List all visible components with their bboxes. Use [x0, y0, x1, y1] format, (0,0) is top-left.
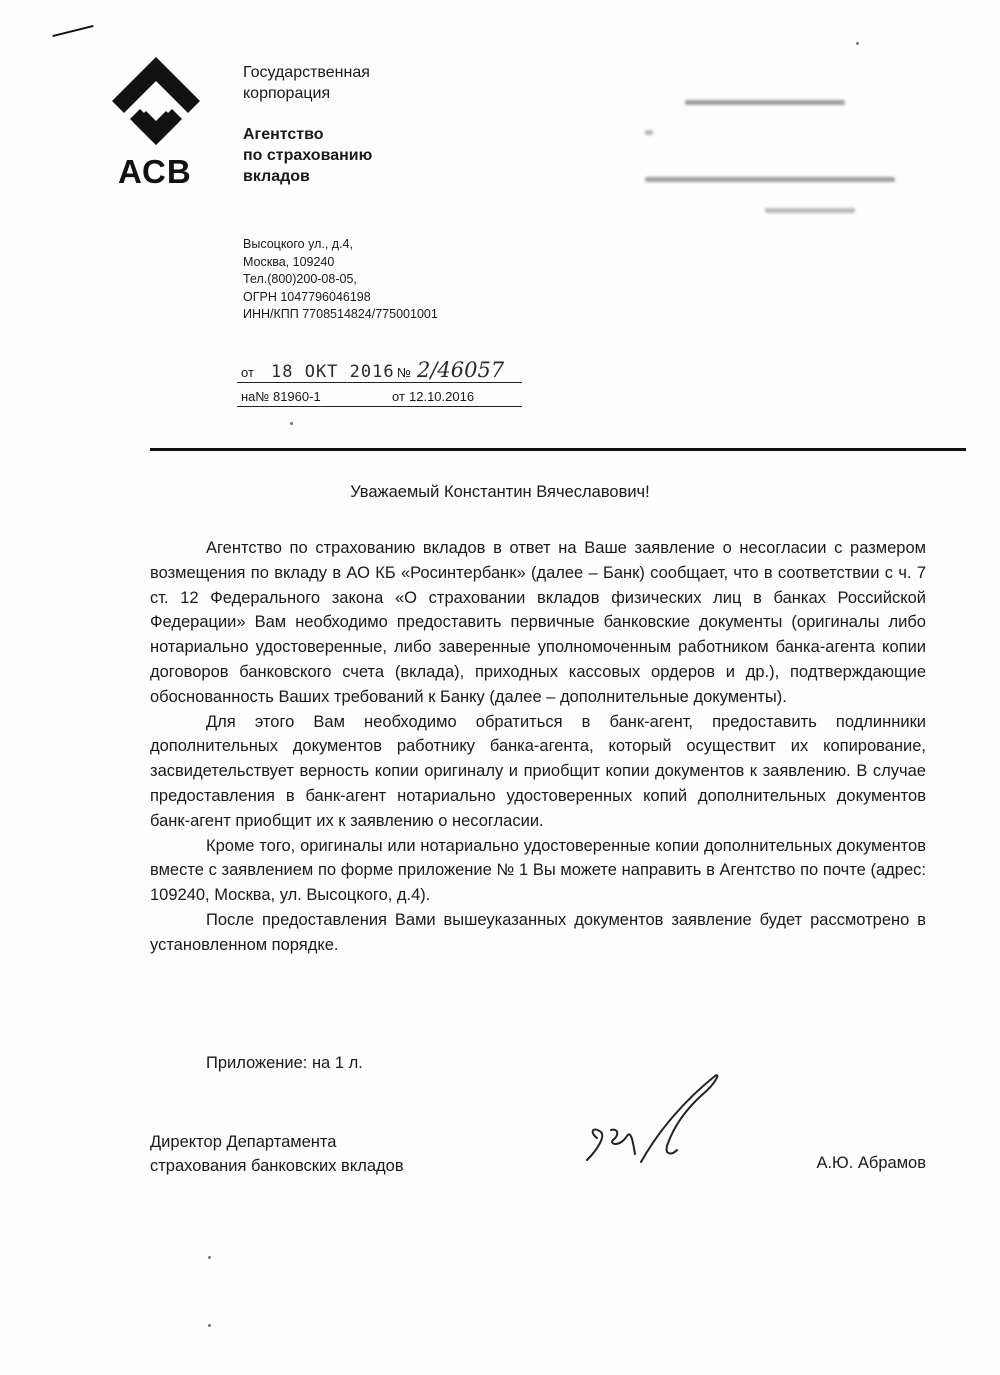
- redacted-recipient: [640, 90, 900, 220]
- reference-row-outgoing: [237, 360, 522, 383]
- scan-mark: [52, 25, 93, 37]
- org-name-line: вкладов: [243, 168, 310, 185]
- address-line: Высоцкого ул., д.4,: [243, 237, 353, 251]
- reply-date-label: от: [392, 389, 405, 404]
- signer-name: А.Ю. Абрамов: [816, 1154, 926, 1172]
- org-name-line: по страхованию: [243, 147, 373, 164]
- outgoing-date: 18 ОКТ 2016: [271, 362, 395, 382]
- reference-block: [237, 360, 522, 410]
- address-line: ОГРН 1047796046198: [243, 289, 371, 304]
- number-label: №: [397, 365, 411, 380]
- body-paragraph: Для этого Вам необходимо обратиться в банк-агент, предоставить подлинники дополнительных документов работнику банка-агента, который осуществит их копирование, засвидетельствует верность копии оригиналу и приобщит копии документов к заявлению. В случае предоставления в банк-агент нотариально удостоверенных копий дополнительных документов банк-агент приобщит их к заявлению о несогласии.: [150, 712, 926, 830]
- logo-wordmark: АСВ: [118, 153, 192, 190]
- outgoing-number: 2/46057: [417, 358, 505, 382]
- scan-speck: [208, 1324, 211, 1327]
- signer-title-line: Директор Департамента: [150, 1133, 337, 1151]
- signer-title: [150, 1130, 404, 1178]
- scan-speck: [856, 42, 859, 45]
- org-type-line: корпорация: [243, 85, 331, 102]
- address-line: Москва, 109240: [243, 254, 335, 269]
- org-name: [243, 124, 372, 187]
- header-divider: [150, 448, 966, 451]
- reply-number: на№ 81960-1: [241, 389, 321, 404]
- asv-diamond-logo-icon: [110, 55, 202, 147]
- org-type: [243, 62, 370, 104]
- letter-body: [150, 536, 926, 958]
- body-paragraph: Агентство по страхованию вкладов в ответ на Ваше заявление о несогласии с размером возмещения по вкладу в АО КБ «Росинтербанк» (далее – Банк) сообщает, что в соответствии с ч. 7 ст. 12 Федерального закона «О страховании вкладов физических лиц в банках Российской Федерации» Вам необходимо предоставить первичные банковские документы (оригиналы либо нотариально удостоверенные, либо заверенные уполномоченным работником банка-агента копии договоров банковского счета (вклада), приходных кассовых ордеров и др.), подтверждающие обоснованность Ваших требований к Банку (далее – дополнительные документы).: [150, 539, 926, 706]
- address-line: ИНН/КПП 7708514824/775001001: [243, 307, 438, 321]
- reply-date: 12.10.2016: [409, 389, 475, 404]
- scan-speck: [208, 1256, 211, 1259]
- org-address: [243, 236, 438, 324]
- signer-title-line: страхования банковских вкладов: [150, 1157, 404, 1175]
- reference-row-incoming: [237, 384, 522, 407]
- org-name-line: Агентство: [243, 126, 324, 143]
- asv-logo: [110, 55, 202, 191]
- from-label: от: [241, 365, 254, 380]
- scan-speck: [290, 422, 293, 425]
- salutation: Уважаемый Константин Вячеславович!: [350, 483, 650, 501]
- body-paragraph: После предоставления Вами вышеуказанных документов заявление будет рассмотрено в установленном порядке.: [150, 910, 926, 954]
- address-line: Тел.(800)200-08-05,: [243, 272, 357, 286]
- org-type-line: Государственная: [243, 64, 370, 81]
- handwritten-signature: [575, 1070, 725, 1170]
- appendix-note: Приложение: на 1 л.: [206, 1054, 363, 1072]
- body-paragraph: Кроме того, оригиналы или нотариально удостоверенные копии дополнительных документов вместе с заявлением по форме приложение № 1 Вы можете направить в Агентство по почте (адрес: 109240, Москва, ул. Высоцкого, д.4).: [150, 836, 926, 905]
